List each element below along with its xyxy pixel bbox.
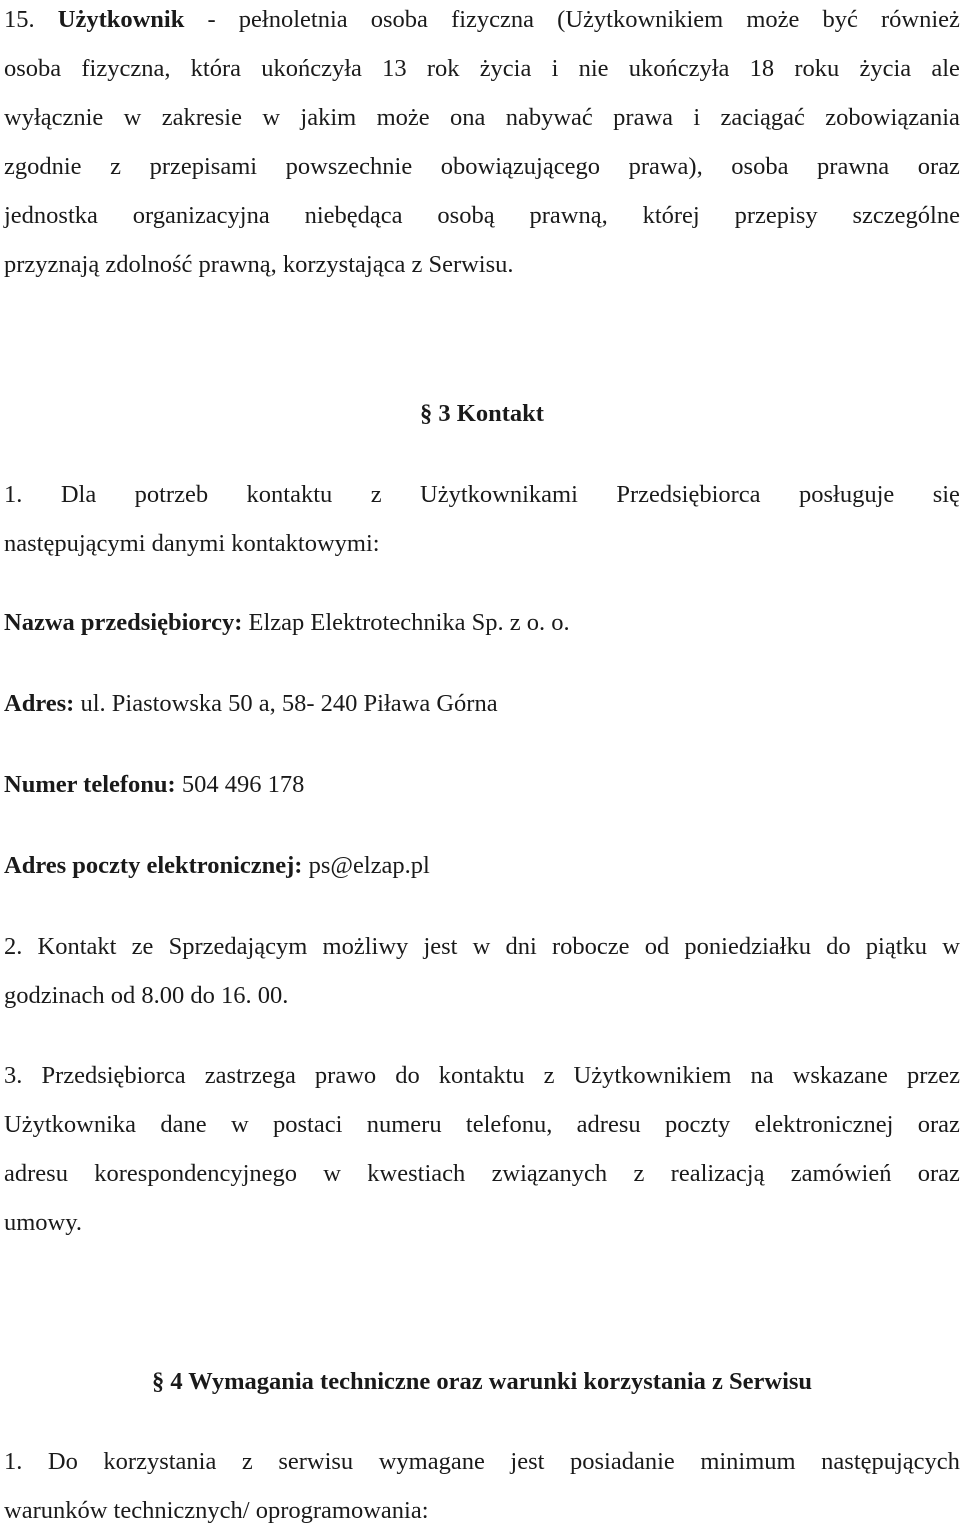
word: zobowiązania [825, 104, 960, 131]
word: prawną, [529, 202, 608, 229]
word: zgodnie [4, 153, 82, 180]
word: pełnoletnia [238, 6, 348, 33]
word: z [370, 481, 382, 508]
word: na [750, 1062, 774, 1089]
definition-15 [4, 0, 960, 289]
word: której [642, 202, 700, 229]
word: wskazane [792, 1062, 888, 1089]
word: również [881, 6, 960, 33]
section-3-p3-line-1 [4, 1051, 960, 1100]
word: wymagane [378, 1448, 485, 1475]
address-label: Adres: [4, 690, 75, 717]
word: osoba [731, 153, 789, 180]
definition-15-line-1 [4, 0, 960, 44]
phone-value: 504 496 178 [181, 771, 305, 798]
phone-label: Numer telefonu: [4, 771, 176, 798]
word: niebędąca [304, 202, 403, 229]
section-3-p3-line-3 [4, 1149, 960, 1198]
word: jakim [300, 104, 357, 131]
word: następujących [821, 1448, 960, 1475]
word: osoba [4, 55, 62, 82]
word: być [822, 6, 858, 33]
email-row [4, 851, 430, 881]
word: z [633, 1160, 645, 1187]
word: robocze [552, 933, 630, 960]
word: może [746, 6, 800, 33]
word: 3. [4, 1062, 23, 1089]
word: fizyczna, [81, 55, 171, 82]
word: elektronicznej [754, 1111, 894, 1138]
section-4-p1-line-2: warunków technicznych/ oprogramowania: [4, 1497, 429, 1524]
word: 18 [749, 55, 775, 82]
section-4-p1-line-1 [4, 1437, 960, 1486]
section-4-paragraph-1 [4, 1437, 960, 1535]
definition-15-line-3 [4, 93, 960, 142]
word: z [110, 153, 122, 180]
word: postaci [272, 1111, 343, 1138]
word: prawo [314, 1062, 377, 1089]
word: Dla [60, 481, 97, 508]
word: w [323, 1160, 341, 1187]
word: ze [131, 933, 154, 960]
word: możliwy [322, 933, 409, 960]
word: piątku [865, 933, 928, 960]
section-3-heading: § 3 Kontakt [420, 400, 544, 427]
word: od [644, 933, 670, 960]
section-3-p3-line-2 [4, 1100, 960, 1149]
word: zastrzega [204, 1062, 296, 1089]
definition-15-line-2 [4, 44, 960, 93]
phone-row [4, 770, 304, 800]
word: minimum [700, 1448, 796, 1475]
section-3-p1-line-1 [4, 470, 960, 519]
word: kontaktu [438, 1062, 525, 1089]
word: 2. [4, 933, 23, 960]
word: poniedziałku [684, 933, 811, 960]
word: Sprzedającym [168, 933, 308, 960]
word: zamówień [790, 1160, 892, 1187]
definition-15-line-5 [4, 191, 960, 240]
word: może [376, 104, 430, 131]
word: zakresie [161, 104, 242, 131]
company-name-label: Nazwa przedsiębiorcy: [4, 609, 243, 636]
word: kwestiach [367, 1160, 466, 1187]
definition-term: Użytkownik [57, 6, 185, 33]
address-row [4, 689, 498, 719]
word: związanych [491, 1160, 608, 1187]
word: (Użytkownikiem [557, 6, 724, 33]
company-name-value: Elzap Elektrotechnika Sp. z o. o. [248, 609, 570, 636]
company-name-row [4, 608, 570, 638]
word: Użytkownikiem [573, 1062, 732, 1089]
word: Do [47, 1448, 78, 1475]
word: osobą [437, 202, 495, 229]
word: przepisami [149, 153, 258, 180]
word: do [395, 1062, 420, 1089]
word: jest [510, 1448, 545, 1475]
word: dni [505, 933, 537, 960]
word: Przedsiębiorca [616, 481, 761, 508]
section-3-p3-last-line: umowy. [4, 1209, 83, 1236]
word: w [472, 933, 491, 960]
word: do [826, 933, 851, 960]
word: w [942, 933, 960, 960]
section-3-p2-line-2: godzinach od 8.00 do 16. 00. [4, 982, 289, 1009]
word: rok [426, 55, 460, 82]
word: adresu [576, 1111, 641, 1138]
word: ukończyła [628, 55, 730, 82]
word: obowiązującego [440, 153, 600, 180]
definition-15-last-line: przyznają zdolność prawną, korzystająca z Serwisu. [4, 251, 514, 278]
section-3-paragraph-2 [4, 922, 960, 1020]
word: w [230, 1111, 249, 1138]
word: 1. [4, 481, 23, 508]
word: i [551, 55, 559, 82]
word: serwisu [278, 1448, 354, 1475]
word: życia [479, 55, 532, 82]
word: Kontakt [37, 933, 117, 960]
word: wyłącznie [4, 104, 104, 131]
word: Użytkownikami [420, 481, 578, 508]
word: organizacyjna [132, 202, 270, 229]
word: Przedsiębiorca [41, 1062, 186, 1089]
section-3-paragraph-3 [4, 1051, 960, 1247]
word: - [207, 6, 216, 33]
word: jednostka [4, 202, 98, 229]
word: dane [160, 1111, 207, 1138]
section-4-heading: § 4 Wymagania techniczne oraz warunki korzystania z Serwisu [151, 1368, 813, 1395]
word: adresu [4, 1160, 68, 1187]
word: i [693, 104, 701, 131]
word: ale [931, 55, 960, 82]
word: powszechnie [285, 153, 413, 180]
word: fizyczna [451, 6, 535, 33]
word: ukończyła [261, 55, 362, 82]
word: Użytkownika [4, 1111, 136, 1138]
word: realizacją [670, 1160, 765, 1187]
word: zaciągać [720, 104, 805, 131]
definition-15-line-4 [4, 142, 960, 191]
definition-number: 15. [4, 6, 35, 33]
word: w [262, 104, 281, 131]
word: prawna [817, 153, 890, 180]
word: życia [859, 55, 912, 82]
word: jest [423, 933, 458, 960]
word: 13 [382, 55, 407, 82]
word: prawa), [628, 153, 703, 180]
word: szczególne [852, 202, 960, 229]
section-3-paragraph-1 [4, 470, 960, 568]
word: poczty [664, 1111, 731, 1138]
word: posługuje [799, 481, 895, 508]
word: numeru [366, 1111, 442, 1138]
word: nabywać [505, 104, 593, 131]
word: przez [906, 1062, 960, 1089]
word: 1. [4, 1448, 23, 1475]
email-label: Adres poczty elektronicznej: [4, 852, 303, 879]
word: w [123, 104, 142, 131]
word: oraz [917, 153, 960, 180]
word: się [932, 481, 960, 508]
word: z [241, 1448, 253, 1475]
word: telefonu, [465, 1111, 553, 1138]
word: korzystania [103, 1448, 217, 1475]
section-3-p2-line-1 [4, 922, 960, 971]
word: posiadanie [569, 1448, 675, 1475]
word: kontaktu [246, 481, 333, 508]
address-value: ul. Piastowska 50 a, 58- 240 Piława Górna [80, 690, 498, 717]
word: roku [794, 55, 840, 82]
word: nie [578, 55, 609, 82]
section-3-p1-line-2: następującymi danymi kontaktowymi: [4, 530, 380, 557]
word: oraz [917, 1160, 960, 1187]
word: potrzeb [134, 481, 209, 508]
word: która [190, 55, 242, 82]
word: przepisy [734, 202, 818, 229]
word: ona [449, 104, 486, 131]
word: oraz [917, 1111, 960, 1138]
word: z [543, 1062, 555, 1089]
word: korespondencyjnego [94, 1160, 297, 1187]
word: osoba [370, 6, 428, 33]
email-value: ps@elzap.pl [308, 852, 430, 879]
word: prawa [613, 104, 674, 131]
